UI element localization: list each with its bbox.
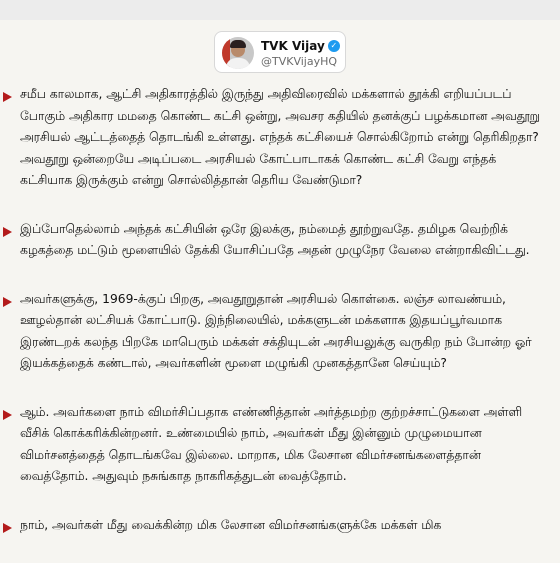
paragraph-text: சமீப காலமாக, ஆட்சி அதிகாரத்தில் இருந்து அதிவிரைவில் மக்களால் தூக்கி எறியப்படப் போகும் அதிகார மமதை கொண்ட கட்சி ஒன்று, அவசர கதியில் தனக்குப் பழக்கமான அவதூறு அரசியல் ஆட்டத்தைத் தொடங்கி உள்ளது. எந்தக் கட்சியைச் சொல்கிறோம் என்று தெரிகிறதா? அவதூறு ஒன்றையே அடிப்படை அரசியல் கோட்பாடாகக் கொண்ட கட்சி வேறு எந்தக் கட்சியாக இருக்கும் என்று சொல்லித்தான் தெரிய வேண்டுமா? [20,87,540,187]
name-row [261,38,340,54]
display-name[interactable]: TVK Vijay [261,39,325,53]
bullet-arrow-icon [3,297,12,307]
paragraph [0,402,560,488]
paragraph-text: நாம், அவர்கள் மீது வைக்கின்ற மிக லேசான விமர்சனங்களுக்கே மக்கள் மிக [20,517,442,532]
bullet-arrow-icon [3,523,12,533]
paragraph-text: ஆம். அவர்களை நாம் விமர்சிப்பதாக எண்ணித்தான் அர்த்தமற்ற குற்றச்சாட்டுகளை அள்ளி வீசிக் கொக்கரிக்கின்றனர். உண்மையில் நாம், அவர்கள் மீது இன்னும் முழுமையான விமர்சனத்தைத் தொடங்கவே இல்லை. மாறாக, மிக லேசான விமர்சனங்களைத்தான் வைத்தோம். அதுவும் நசுங்காத நாகரிகத்துடன் வைத்தோம். [20,404,522,483]
bullet-arrow-icon [3,92,12,102]
bullet-arrow-icon [3,410,12,420]
user-handle[interactable]: @TVKVijayHQ [261,55,338,68]
profile-card[interactable] [214,31,346,73]
top-band [0,0,560,20]
paragraph [0,219,560,262]
paragraph-text: இப்போதெல்லாம் அந்தக் கட்சியின் ஒரே இலக்கு, நம்மைத் தூற்றுவதே. தமிழக வெற்றிக் கழகத்தை மட்டும் மூளையில் தேக்கி யோசிப்பதே அதன் முழுநேர வேலை என்றாகிவிட்டது. [20,221,530,257]
paragraph [0,515,560,537]
statement-body [0,84,560,563]
paragraph [0,289,560,375]
bullet-arrow-icon [3,227,12,237]
verified-badge-icon: ✓ [328,40,340,52]
paragraph-text: அவர்களுக்கு, 1969-க்குப் பிறகு, அவதூறுதான் அரசியல் கொள்கை. லஞ்ச லாவண்யம், ஊழல்தான் லட்சியக் கோட்பாடு. இந்நிலையில், மக்களுடன் மக்களாக இதயப்பூர்வமாக இரண்டறக் கலந்த பிறகே மாபெரும் மக்கள் சக்தியுடன் அரசியலுக்கு வருகிற நம் போன்ற ஓர் இயக்கத்தைக் கண்டால், அவர்களின் மூளை மழுங்கி முனகத்தானே செய்யும்? [20,291,532,370]
avatar-hair [230,40,246,48]
paragraph [0,84,560,192]
avatar-body [226,58,250,69]
avatar[interactable] [222,37,254,69]
